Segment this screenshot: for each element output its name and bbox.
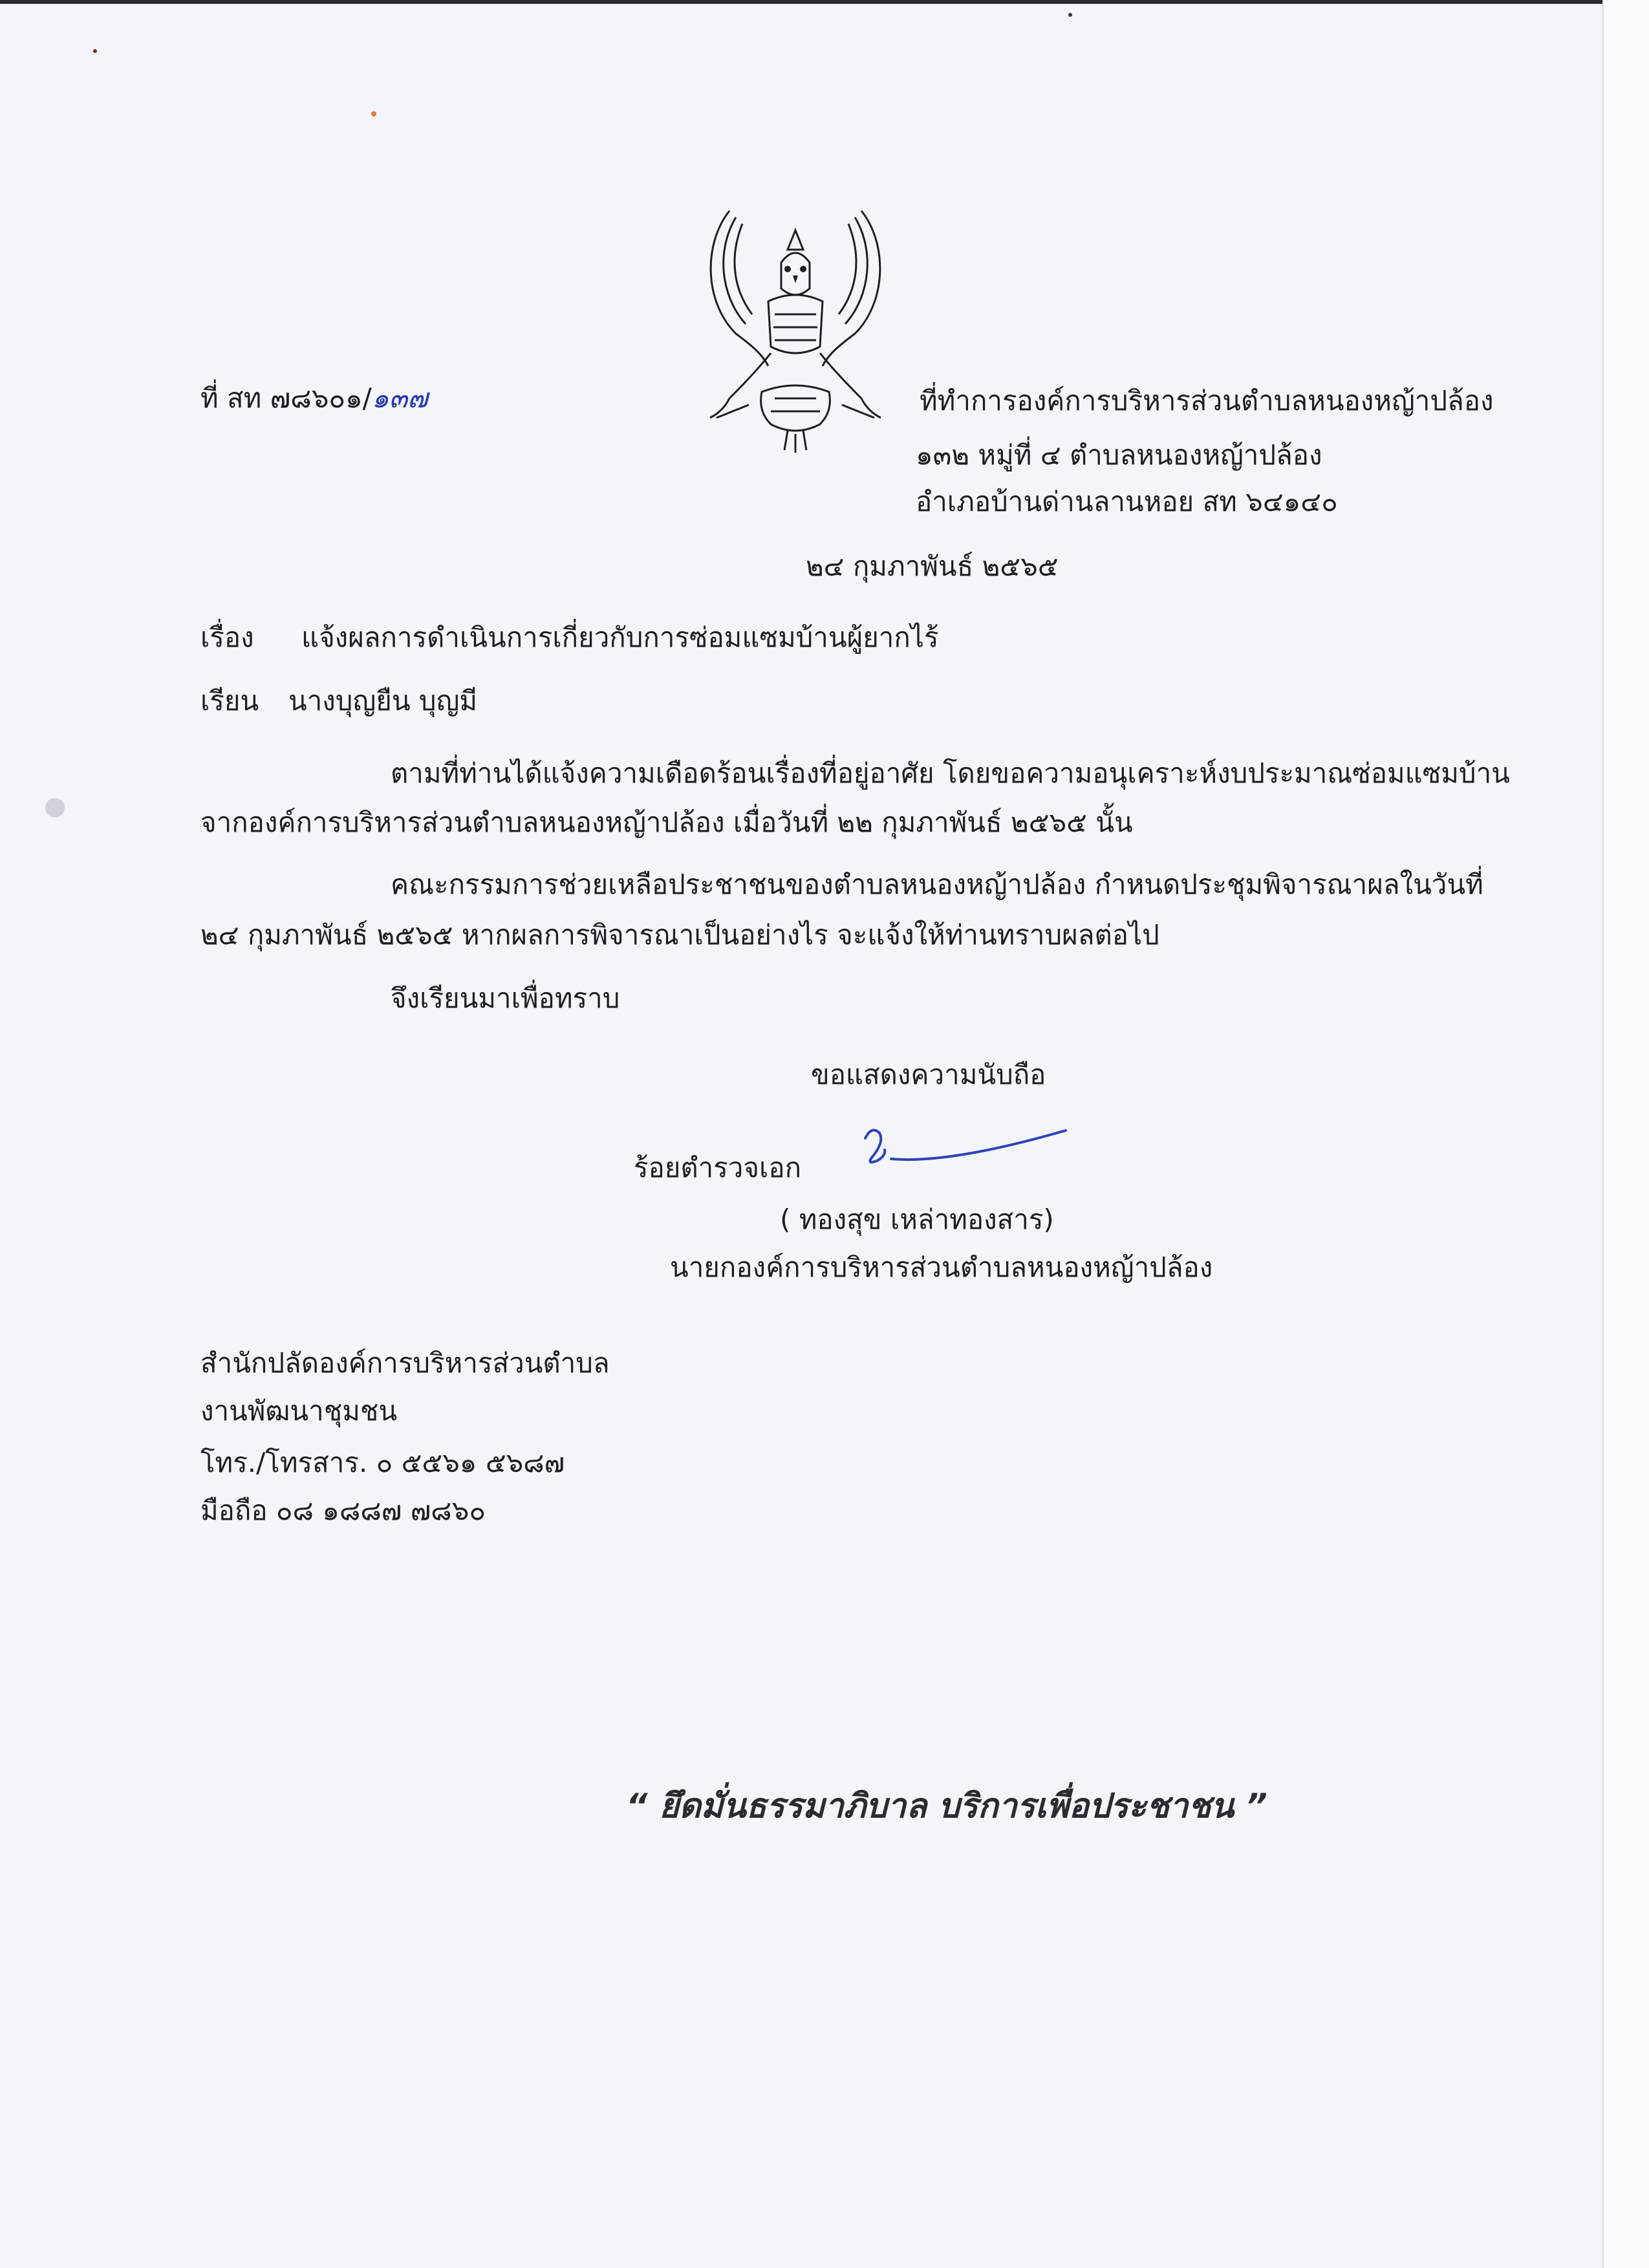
garuda-emblem-icon: [691, 204, 900, 453]
department-mobile: มือถือ ๐๘ ๑๘๘๗ ๗๘๖๐: [200, 1495, 486, 1526]
signature-mark: [852, 1119, 1085, 1183]
motto: “ ยึดมั่นธรรมาภิบาล บริการเพื่อประชาชน ”: [626, 1787, 1267, 1826]
office-address-line: ที่ทำการองค์การบริหารส่วนตำบลหนองหญ้าปล้อง: [920, 385, 1494, 416]
reference-number-handwritten: ๑๓๗: [371, 382, 428, 414]
letter-date: ๒๔ กุมภาพันธ์ ๒๕๖๕: [806, 550, 1059, 582]
signer-rank: ร้อยตำรวจเอก: [634, 1152, 802, 1183]
department-line: งานพัฒนาชุมชน: [200, 1395, 398, 1427]
subject-label: เรื่อง: [200, 621, 254, 653]
scan-top-edge: [0, 0, 1602, 4]
recipient-name: นางบุญยืน บุญมี: [288, 685, 478, 717]
department-line: สำนักปลัดองค์การบริหารส่วนตำบล: [200, 1347, 610, 1379]
signer-position: นายกองค์การบริหารส่วนตำบลหนองหญ้าปล้อง: [670, 1251, 1213, 1283]
office-address-line: ๑๓๒ หมู่ที่ ๔ ตำบลหนองหญ้าปล้อง: [916, 439, 1322, 471]
subject-text: แจ้งผลการดำเนินการเกี่ยวกับการซ่อมแซมบ้านผู้ยากไร้: [301, 621, 939, 653]
office-address-line: อำเภอบ้านด่านลานหอย สท ๖๔๑๔๐: [916, 486, 1338, 517]
scan-speck: [371, 111, 376, 116]
body-paragraph-1-line-1: ตามที่ท่านได้แจ้งความเดือดร้อนเรื่องที่อยู่อาศัย โดยขอความอนุเคราะห์งบประมาณซ่อมแซมบ้าน: [391, 757, 1510, 789]
body-paragraph-2-line-1: คณะกรรมการช่วยเหลือประชาชนของตำบลหนองหญ้าปล้อง กำหนดประชุมพิจารณาผลในวันที่: [391, 869, 1483, 900]
scan-edge: [1602, 0, 1649, 2268]
signer-name: ( ทองสุข เหล่าทองสาร): [780, 1204, 1054, 1235]
recipient-label: เรียน: [200, 685, 259, 717]
scan-speck: [93, 49, 97, 53]
department-phone: โทร./โทรสาร. ๐ ๕๕๖๑ ๕๖๘๗: [200, 1447, 565, 1478]
scan-speck: [45, 798, 65, 817]
scan-speck: [1068, 13, 1072, 17]
reference-number: [200, 380, 428, 416]
body-paragraph-2-line-2: ๒๔ กุมภาพันธ์ ๒๕๖๕ หากผลการพิจารณาเป็นอย่างไร จะแจ้งให้ท่านทราบผลต่อไป: [200, 919, 1159, 951]
body-paragraph-1-line-2: จากองค์การบริหารส่วนตำบลหนองหญ้าปล้อง เมื่อวันที่ ๒๒ กุมภาพันธ์ ๒๕๖๕ นั้น: [200, 806, 1133, 838]
reference-prefix: ที่ สท ๗๘๖๐๑/: [200, 382, 372, 414]
closing-line: จึงเรียนมาเพื่อทราบ: [391, 982, 620, 1014]
regards: ขอแสดงความนับถือ: [811, 1059, 1046, 1090]
